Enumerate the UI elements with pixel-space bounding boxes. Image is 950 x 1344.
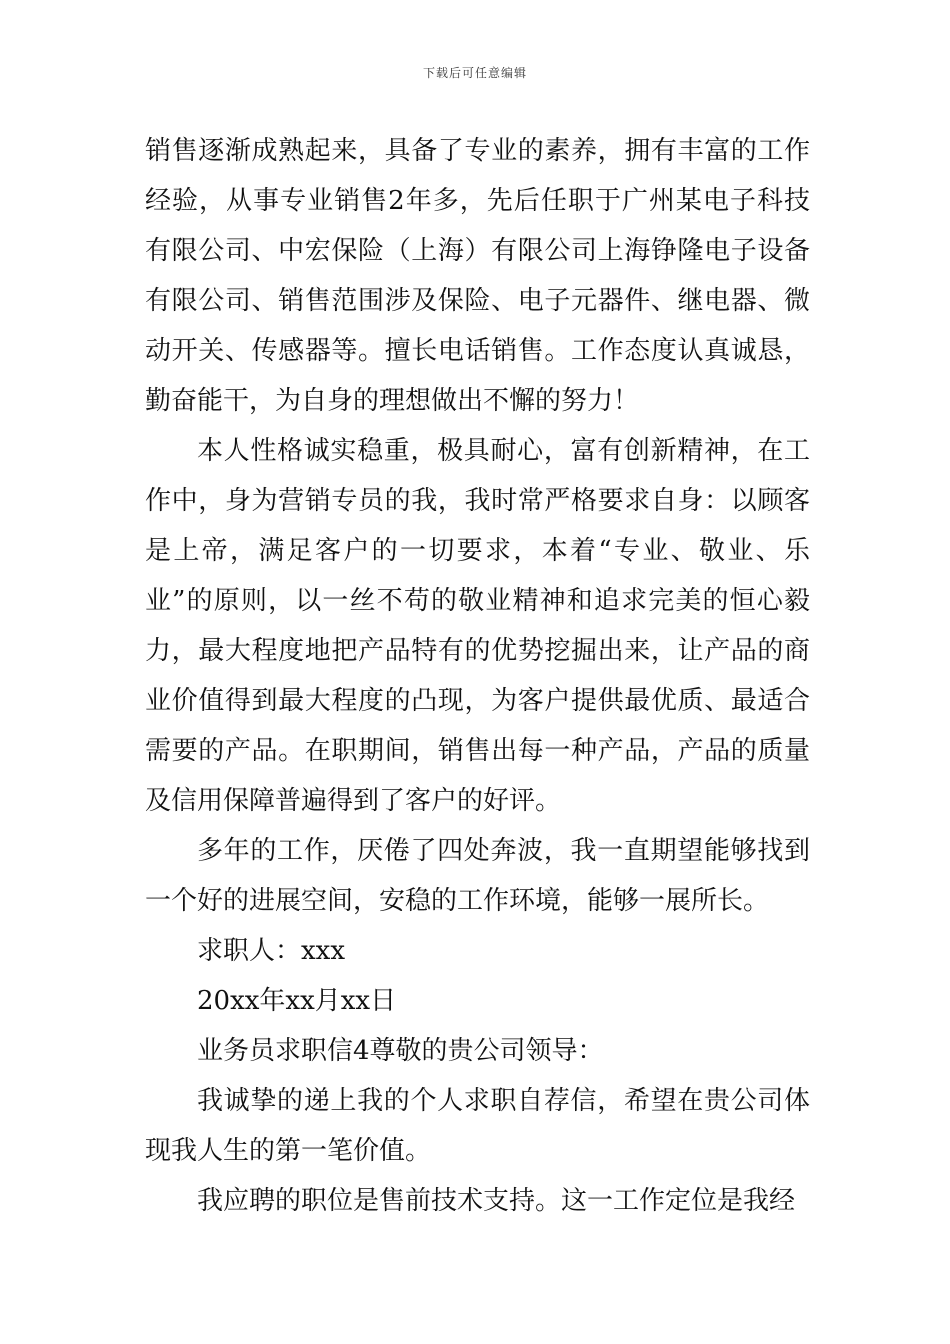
paragraph-position-applied: 我应聘的职位是售前技术支持。这一工作定位是我经 [197, 1186, 796, 1216]
paragraph-career-wish: 多年的工作，厌倦了四处奔波，我一直期望能够找到一个好的进展空间，安稳的工作环境，能够一展所长。 [145, 836, 810, 916]
paragraph-personality: 本人性格诚实稳重，极具耐心，富有创新精神，在工作中，身为营销专员的我，我时常严格要求自身：以顾客是上帝，满足客户的一切要求，本着“专业、敬业、乐业”的原则，以一丝不苟的敬业精神和追求完美的恒心毅力，最大程度地把产品特有的优势挖掘出来，让产品的商业价值得到最大程度的凸现，为客户提供最优质、最适合需要的产品。在职期间，销售出每一种产品，产品的质量及信用保障普遍得到了客户的好评。 [145, 436, 810, 816]
paragraph-self-recommendation: 我诚挚的递上我的个人求职自荐信，希望在贵公司体现我人生的第一笔价值。 [145, 1086, 810, 1166]
paragraph-sales-experience: 销售逐渐成熟起来，具备了专业的素养，拥有丰富的工作经验，从事专业销售2年多，先后任职于广州某电子科技有限公司、中宏保险（上海）有限公司上海铮隆电子设备有限公司、销售范围涉及保险、电子元器件、继电器、微动开关、传感器等。擅长电话销售。工作态度认真诚恳，勤奋能干，为自身的理想做出不懈的努力！ [145, 136, 810, 416]
letter-date: 20xx年xx月xx日 [197, 986, 397, 1016]
document-body [145, 126, 810, 1226]
applicant-signature: 求职人：xxx [197, 936, 345, 966]
page-header-note: 下载后可任意编辑 [422, 66, 527, 80]
letter-4-salutation: 业务员求职信4尊敬的贵公司领导： [197, 1036, 604, 1066]
